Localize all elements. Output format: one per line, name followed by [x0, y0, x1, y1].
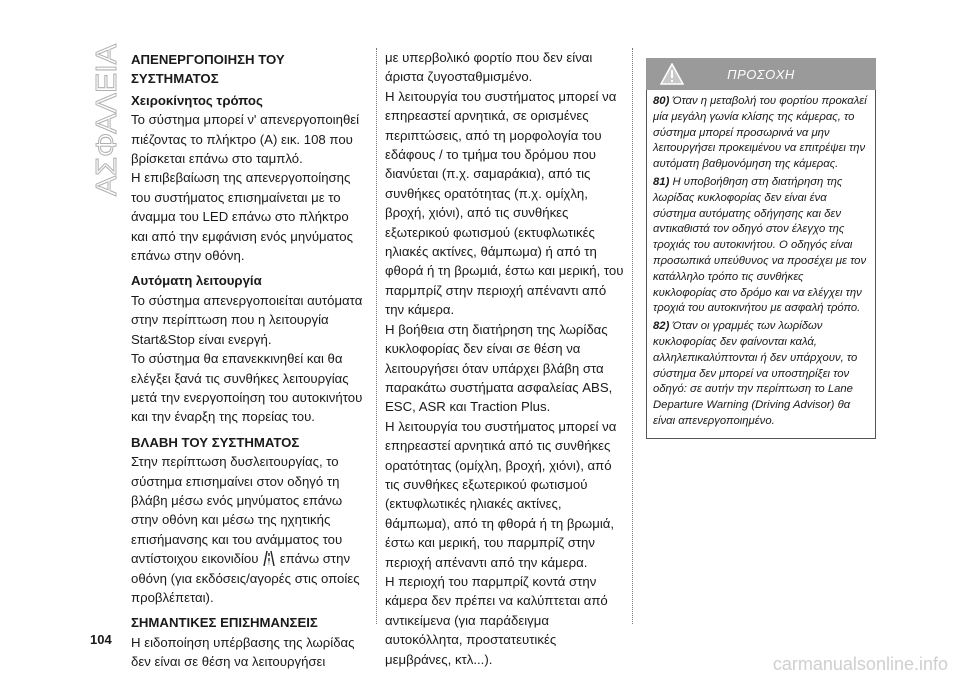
warning-item-text: Όταν η μεταβολή του φορτίου προκαλεί μία μεγάλη γωνία κλίσης της κάμερας, το σύστημα μπορεί προσωρινά να μην λειτουργήσει προκειμένου να επιτρέψει την αυτόματη βαθμονόμηση της κάμερας. — [653, 95, 867, 171]
warning-item-number: 82) — [653, 320, 670, 333]
paragraph-fault-part1: Στην περίπτωση δυσλειτουργίας, το σύστημα επισημαίνει στον οδηγό τη βλάβη μέσω ενός μηνύματος επάνω στην οθόνη και μέσω της ηχητικής επισήμανσης και του ανάμματος του αντίστοιχου εικονιδίου — [131, 454, 343, 567]
warning-item — [653, 319, 869, 430]
warning-item-number: 81) — [653, 175, 670, 188]
section-heading-disable: ΑΠΕΝΕΡΓΟΠΟΙΗΣΗ ΤΟΥ ΣΥΣΤΗΜΑΤΟΣ — [131, 52, 285, 87]
subheading-automatic: Αυτόματη λειτουργία — [131, 273, 262, 289]
paragraph-fault-part2: επάνω στην οθόνη (για εκδόσεις/αγορές στις οποίες προβλέπεται). — [131, 551, 360, 605]
column-middle — [385, 48, 625, 669]
side-title-text: ΑΣΦΑΛΕΙΑ — [91, 50, 123, 196]
lane-warning-icon — [262, 550, 276, 566]
warning-header — [646, 58, 876, 90]
warning-title: ΠΡΟΣΟΧΗ — [727, 67, 795, 82]
subheading-important-notes: ΣΗΜΑΝΤΙΚΕΣ ΕΠΙΣΗΜΑΝΣΕΙΣ — [131, 615, 318, 631]
warning-item-text: Όταν οι γραμμές των λωρίδων κυκλοφορίας δεν φαίνονται καλά, αλληλεπικαλύπτονται ή δεν υπάρχουν, το σύστημα δεν μπορεί να υποστηρίξει τον οδηγό: σε αυτήν την περίπτωση το Lane Departure Warning (Driving Advisor) θα είναι απενεργοποιημένο. — [653, 320, 858, 427]
section-side-title — [86, 40, 126, 200]
paragraph: Το σύστημα απενεργοποιείται αυτόματα στην περίπτωση που η λειτουργία Start&Stop είναι ενεργή. — [131, 292, 363, 347]
warning-body — [646, 90, 876, 439]
paragraph: Η ειδοποίηση υπέρβασης της λωρίδας δεν είναι σε θέση να λειτουργήσει — [131, 634, 355, 670]
paragraph: με υπερβολικό φορτίο που δεν είναι άριστα ζυγοσταθμισμένο. — [385, 50, 593, 85]
warning-item — [653, 175, 869, 317]
svg-text:!: ! — [268, 561, 270, 567]
paragraph: Η λειτουργία του συστήματος μπορεί να επηρεαστεί αρνητικά, σε ορισμένες περιπτώσεις, από τη μορφολογία του εδάφους / το τμήμα του δρόμου που διανύεται (π.χ. σαμαράκια), από τις συνθήκες ορατότητας (π.χ. ομίχλη, βροχή, χιόνι), από τις συνθήκες εξωτερικού φωτισμού (εκτυφλωτικές ηλιακές ακτίνες, θάμπωμα) ή από τη φθορά ή τη βρωμιά, έστω και μερική, του παρμπρίζ στην περιοχή απέναντι από την κάμερα. — [385, 88, 624, 318]
paragraph: Η περιοχή του παρμπρίζ κοντά στην κάμερα δεν πρέπει να καλύπτεται από αντικείμενα (για παράδειγμα αυτοκόλλητα, προστατευτικές μεμβράνες, κτλ...). — [385, 573, 608, 667]
warning-item-text: Η υποβοήθηση στη διατήρηση της λωρίδας κυκλοφορίας δεν είναι ένα σύστημα αυτόματης οδήγησης και δεν αντικαθιστά τον οδηγό στον έλεγχο της τροχιάς του αυτοκινήτου. Ο οδηγός είναι προσωπικά υπεύθυνος να προσέχει με τον κατάλληλο τρόπο τις συνθήκες κυκλοφορίας στο δρόμο και να ελέγχει την τροχιά του αυτοκινήτου με ασφαλή τρόπο. — [653, 175, 867, 315]
warning-item — [653, 94, 869, 173]
column-divider — [376, 48, 377, 624]
warning-box — [646, 58, 876, 439]
side-title-svg — [86, 40, 126, 200]
subheading-system-fault: ΒΛΑΒΗ ΤΟΥ ΣΥΣΤΗΜΑΤΟΣ — [131, 434, 300, 450]
paragraph: Το σύστημα μπορεί ν' απενεργοποιηθεί πιέζοντας το πλήκτρο (A) εικ. 108 που βρίσκεται επάνω στο ταμπλό. — [131, 112, 360, 167]
page-number: 104 — [90, 632, 112, 647]
watermark-text: carmanualsonline.info — [772, 654, 948, 674]
paragraph: Το σύστημα θα επανεκκινηθεί και θα ελέγξει ξανά τις συνθήκες λειτουργίας μετά την ενεργοποίηση του αυτοκινήτου και την έναρξη της πορείας του. — [131, 351, 363, 425]
column-left — [131, 48, 363, 672]
warning-item-number: 80) — [653, 95, 670, 107]
column-divider — [632, 48, 633, 624]
paragraph: Η επιβεβαίωση της απενεργοποίησης του συστήματος επισημαίνεται με το άναμμα του LED επάνω στο πλήκτρο και από την εμφάνιση ενός μηνύματος επάνω στην οθόνη. — [131, 170, 353, 264]
paragraph-fault — [131, 452, 363, 607]
paragraph: Η λειτουργία του συστήματος μπορεί να επηρεαστεί αρνητικά από τις συνθήκες ορατότητας (ομίχλη, βροχή, χιόνι), από τις συνθήκες εξωτερικού φωτισμού (εκτυφλωτικές ηλιακές ακτίνες, θάμπωμα), από τη φθορά ή τη βρωμιά, έστω και μερική, του παρμπρίζ στην περιοχή απέναντι από την κάμερα. — [385, 418, 617, 570]
subheading-manual: Χειροκίνητος τρόπος — [131, 92, 263, 108]
paragraph: Η βοήθεια στη διατήρηση της λωρίδας κυκλοφορίας δεν είναι σε θέση να λειτουργήσει όταν υπάρχει βλάβη στα παρακάτω συστήματα ασφαλείας ABS, ESC, ASR και Traction Plus. — [385, 321, 613, 415]
